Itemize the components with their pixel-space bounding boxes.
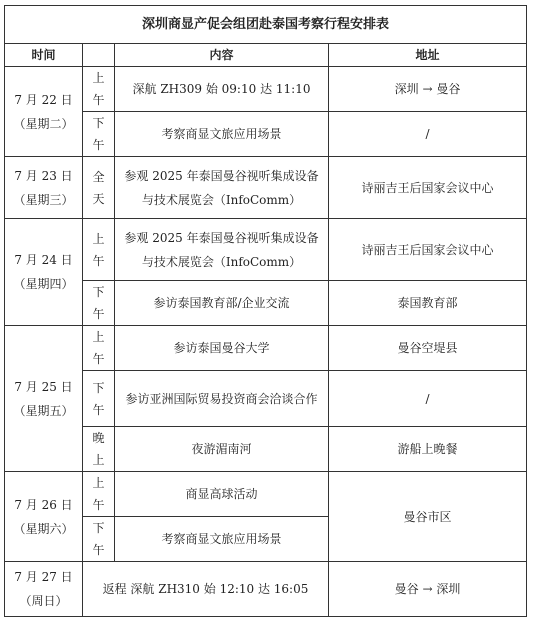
table-row <box>5 281 527 326</box>
date-label: 7 月 26 日 <box>14 497 73 512</box>
period-cell: 下午 <box>83 112 115 157</box>
table-row <box>5 157 527 219</box>
table-row <box>5 427 527 472</box>
table-row <box>5 472 527 517</box>
date-label: 7 月 22 日 <box>14 92 73 107</box>
content-cell: 夜游湄南河 <box>115 427 329 472</box>
table-row <box>5 562 527 617</box>
date-label: 7 月 23 日 <box>14 168 73 183</box>
date-cell <box>5 67 83 157</box>
date-label: 7 月 25 日 <box>14 379 73 394</box>
address-cell: 曼谷空堤县 <box>329 326 527 371</box>
weekday-label: （星期五） <box>13 403 74 418</box>
content-cell: 参访泰国曼谷大学 <box>115 326 329 371</box>
header-content: 内容 <box>115 44 329 67</box>
date-cell <box>5 326 83 472</box>
weekday-label: （星期六） <box>13 521 74 536</box>
weekday-label: （星期三） <box>13 192 74 207</box>
address-cell: 曼谷 → 深圳 <box>329 562 527 617</box>
content-cell: 考察商显文旅应用场景 <box>115 112 329 157</box>
period-cell: 上午 <box>83 326 115 371</box>
date-cell <box>5 157 83 219</box>
address-cell: 诗丽吉王后国家会议中心 <box>329 157 527 219</box>
header-blank <box>83 44 115 67</box>
weekday-label: （星期二） <box>13 116 74 131</box>
period-cell: 下午 <box>83 371 115 427</box>
period-cell: 上午 <box>83 67 115 112</box>
date-cell <box>5 472 83 562</box>
period-cell: 下午 <box>83 517 115 562</box>
date-label: 7 月 27 日 <box>14 570 73 584</box>
address-cell: 曼谷市区 <box>329 472 527 562</box>
period-cell: 晚上 <box>83 427 115 472</box>
content-cell: 考察商显文旅应用场景 <box>115 517 329 562</box>
content-cell: 参访泰国教育部/企业交流 <box>115 281 329 326</box>
date-cell <box>5 562 83 617</box>
content-cell: 返程 深航 ZH310 始 12:10 达 16:05 <box>83 562 329 617</box>
content-cell: 深航 ZH309 始 09:10 达 11:10 <box>115 67 329 112</box>
period-cell: 全天 <box>83 157 115 219</box>
table-row <box>5 326 527 371</box>
table-row <box>5 371 527 427</box>
table-row <box>5 112 527 157</box>
title-row <box>5 6 527 44</box>
content-cell: 参访亚洲国际贸易投资商会洽谈合作 <box>115 371 329 427</box>
address-cell: 游船上晚餐 <box>329 427 527 472</box>
content-cell: 商显高球活动 <box>115 472 329 517</box>
weekday-label: （星期四） <box>13 277 74 291</box>
address-cell: 诗丽吉王后国家会议中心 <box>329 219 527 281</box>
period-cell: 上午 <box>83 472 115 517</box>
period-cell: 下午 <box>83 281 115 326</box>
table-row <box>5 67 527 112</box>
table-title: 深圳商显产促会组团赴泰国考察行程安排表 <box>5 6 527 44</box>
content-cell: 参观 2025 年泰国曼谷视听集成设备与技术展览会（InfoComm） <box>115 157 329 219</box>
header-row <box>5 44 527 67</box>
weekday-label: （周日） <box>19 594 68 608</box>
address-cell: 泰国教育部 <box>329 281 527 326</box>
itinerary-table <box>4 5 527 617</box>
table-row <box>5 219 527 281</box>
address-cell: 深圳 → 曼谷 <box>329 67 527 112</box>
address-cell: / <box>329 112 527 157</box>
date-label: 7 月 24 日 <box>14 253 73 267</box>
period-cell: 上午 <box>83 219 115 281</box>
header-time: 时间 <box>5 44 83 67</box>
content-cell: 参观 2025 年泰国曼谷视听集成设备与技术展览会（InfoComm） <box>115 219 329 281</box>
date-cell <box>5 219 83 326</box>
address-cell: / <box>329 371 527 427</box>
header-address: 地址 <box>329 44 527 67</box>
